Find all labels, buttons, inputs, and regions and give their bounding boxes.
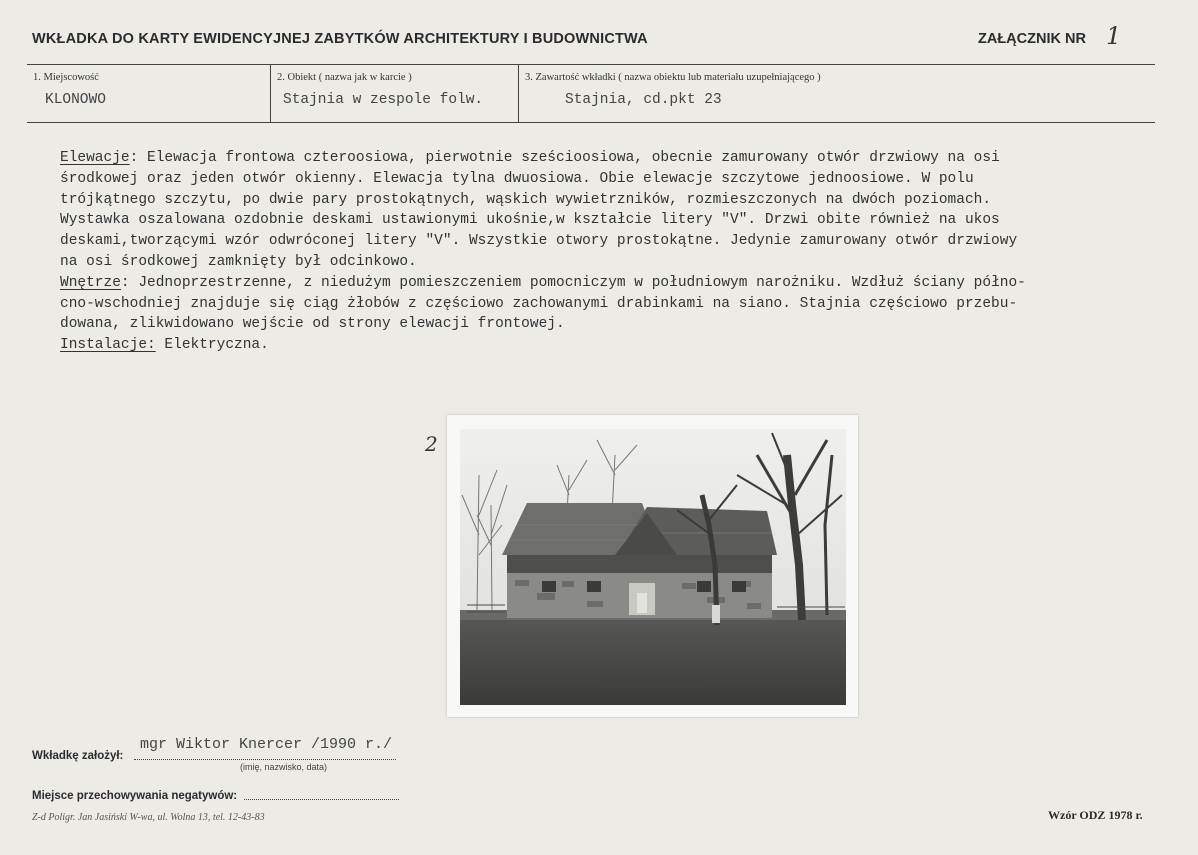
field-value: KLONOWO: [45, 92, 106, 108]
description-line: dowana, zlikwidowano wejście od strony elewacji frontowej.: [60, 316, 565, 333]
field-object: [270, 65, 519, 122]
description-text-run: : Elewacja frontowa czteroosiowa, pierwotnie sześcioosiowa, obecnie zamurowany otwór drzwiowy na osi: [129, 150, 1000, 166]
description-text-run: Elektryczna.: [155, 337, 269, 354]
annex-number: 1: [1106, 22, 1122, 50]
fields-box: [27, 64, 1155, 123]
description-line: środkowej oraz jeden otwór okienny. Elewacja tylna dwuosiowa. Obie elewacje szczytowe jednoosiowe. W polu: [60, 170, 974, 187]
signature-value: mgr Wiktor Knercer /1990 r./: [140, 736, 393, 753]
document-title: WKŁADKA DO KARTY EWIDENCYJNEJ ZABYTKÓW ARCHITEKTURY I BUDOWNICTWA: [32, 31, 648, 47]
description-line: Wystawka oszalowana ozdobnie deskami ustawionymi ukośnie,w kształcie litery "V". Drzwi obite również na ukos: [60, 212, 1000, 229]
photograph: [447, 415, 858, 717]
negatives-dotted-line: [244, 793, 399, 800]
field-content: [518, 65, 1155, 122]
description-line: deskami,tworzącymi wzór odwróconej litery "V". Wszystkie otwory prostokątne. Jedynie zamurowany otwór drzwiowy: [60, 233, 1018, 250]
field-label: 3. Zawartość wkładki ( nazwa obiektu lub materiału uzupełniającego ): [525, 72, 821, 83]
form-number: Wzór ODZ 1978 r.: [1048, 808, 1143, 822]
section-heading-wnetrze: Wnętrze: [60, 274, 121, 291]
photo-number: 2: [425, 432, 438, 456]
description-line: [60, 148, 1185, 169]
negatives-label: Miejsce przechowywania negatywów:: [32, 790, 238, 802]
field-label: 1. Miejscowość: [33, 72, 99, 83]
description-text: [60, 148, 1185, 356]
signature-label: Wkładkę założył:: [32, 750, 124, 762]
field-value: Stajnia, cd.pkt 23: [565, 92, 722, 108]
annex-label: ZAŁĄCZNIK NR: [978, 31, 1086, 47]
description-line: trójkątnego szczytu, po dwie pary prostokątnych, wąskich wywietrzników, rozmieszczonych na dwóch poziomach.: [60, 191, 992, 208]
signature-dotted-line: [134, 753, 396, 760]
section-heading-elewacje: Elewacje: [60, 150, 130, 166]
signature-hint: (imię, nazwisko, data): [240, 762, 328, 772]
description-line: cno-wschodniej znajduje się ciąg żłobów z częściowo zachowanymi drabinkami na siano. Stajnia częściowo przebu-: [60, 295, 1018, 312]
field-value: Stajnia w zespole folw.: [283, 92, 484, 108]
field-locality: [27, 65, 270, 122]
photo-image: [447, 415, 858, 717]
description-line: na osi środkowej zamknięty był odcinkowo.: [60, 253, 417, 270]
section-heading-instalacje: Instalacje:: [60, 337, 156, 354]
description-line: [60, 335, 1185, 356]
description-line: [60, 273, 1185, 294]
printer-imprint: Z-d Poligr. Jan Jasiński W-wa, ul. Wolna 13, tel. 12-43-83: [32, 812, 265, 823]
field-label: 2. Obiekt ( nazwa jak w karcie ): [277, 72, 412, 83]
description-text-run: : Jednoprzestrzenne, z niedużym pomieszczeniem pomocniczym w południowym narożniku. Wzdłuż ściany półno-: [120, 274, 1026, 291]
